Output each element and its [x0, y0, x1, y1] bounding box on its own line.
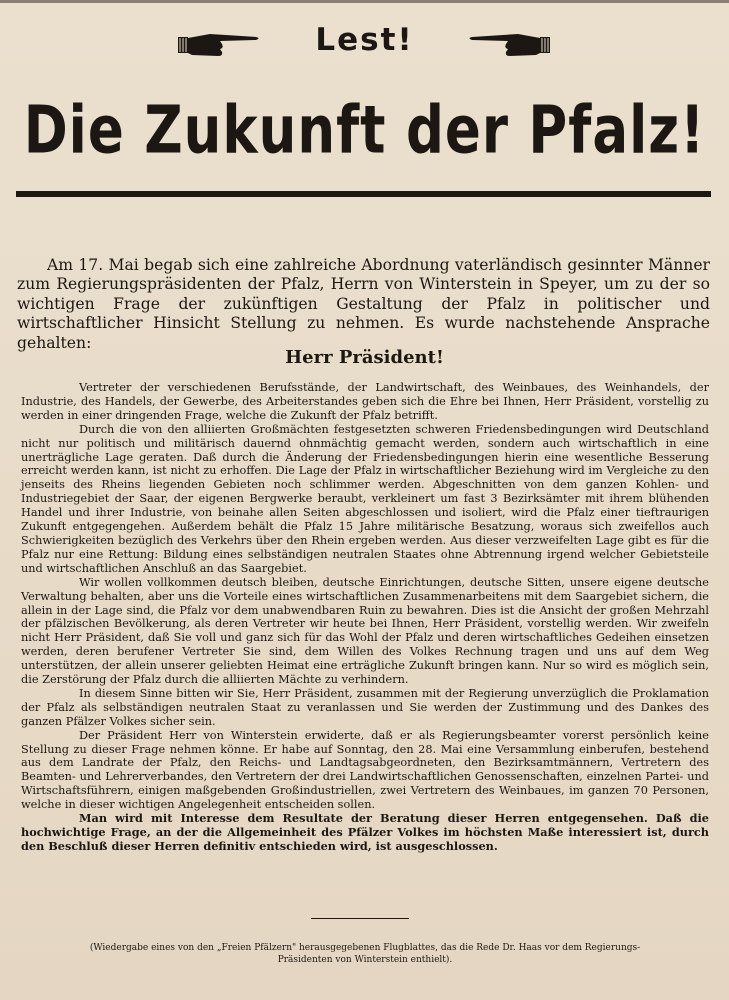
header-row — [0, 18, 729, 70]
title-rule — [16, 191, 711, 197]
salutation-heading: Herr Präsident! — [285, 347, 444, 368]
body-paragraph: Der Präsident Herr von Winterstein erwiderte, daß er als Regierungsbeamter vorerst persönlich keine Stellung zu dieser Frage nehmen könne. Er habe auf Sonntag, den 28. Mai eine Versammlung einberufen, bestehend aus dem Landrate der Pfalz, den Reichs- und Landtagsabgeordneten, den Bezirksamtmännern, Vertretern des Beamten- und Lehrerverbandes, den Vertretern der drei Landwirtschaftlichen Genossenschaften, einzelnen Partei- und Wirtschaftsführern, einigen maßgebenden Großindustriellen, zwei Vertretern des Weinbaues, im ganzen 70 Personen, welche in dieser wichtigen Angelegenheit entscheiden sollen. — [21, 728, 709, 812]
lest-heading: Lest! — [315, 22, 414, 58]
body-paragraph: Durch die von den alliierten Großmächten festgesetzten schweren Friedensbedingungen wird Deutschland nicht nur politisch und militärisch dauernd ohnmächtig gemacht werden, sondern auch wirtschaftlich in eine unerträgliche Lage geraten. Daß durch die Änderung der Friedensbedingungen hierin eine wesentliche Besserung erreicht werden kann, ist nicht zu erhoffen. Die Lage der Pfalz in wirtschaftlicher Beziehung wird im Vergleiche zu den jenseits des Rheins liegenden Gebieten noch schlimmer werden. Abgeschnitten von dem ganzen Kohlen- und Industriegebiet der Saar, der eigenen Bergwerke beraubt, verkleinert um fast 3 Bezirksämter mit ihrem blühenden Handel und ihrer Industrie, von beinahe allen Seiten abgeschlossen und isoliert, wird die Pfalz einer tieftraurigen Zukunft entgegengehen. Außerdem behält die Pfalz 15 Jahre militärische Besatzung, woraus sich zweifellos auch Schwierigkeiten bezüglich des Verkehrs über den Rhein ergeben werden. Aus dieser verzweifelten Lage gibt es für die Pfalz nur eine Rettung: Bildung eines selbständigen neutralen Staates ohne Abtrennung irgend welcher Gebietsteile und wirtschaftlichen Anschluß an das Saargebiet. — [21, 422, 709, 575]
intro-paragraph: Am 17. Mai begab sich eine zahlreiche Abordnung vaterländisch gesinnter Männer zum Regierungspräsidenten der Pfalz, Herrn von Winterstein in Speyer, um zu der so wichtigen Frage der zukünftigen Gestaltung der Pfalz in politischer und wirtschaftlicher Hinsicht Stellung zu nehmen. Es wurde nachstehende Ansprache gehalten: — [17, 255, 710, 352]
main-title: Die Zukunft der Pfalz! — [23, 92, 706, 169]
closing-paragraph: Man wird mit Interesse dem Resultate der Beratung dieser Herren entgegensehen. Daß die hochwichtige Frage, an der die Allgemeinheit des Pfälzer Volkes im höchsten Maße interessiert ist, durch den Beschluß dieser Herren definitiv entschieden wird, ist ausgeschlossen. — [21, 811, 709, 853]
pointing-hand-left-icon — [466, 28, 552, 62]
body-paragraph: Wir wollen vollkommen deutsch bleiben, deutsche Einrichtungen, deutsche Sitten, unsere eigene deutsche Verwaltung behalten, aber uns die Vorteile eines wirtschaftlichen Zusammenarbeitens mit dem Saargebiet sichern, die allein in der Lage sind, die Pfalz vor dem unabwendbaren Ruin zu bewahren. Dies ist die Ansicht der großen Mehrzahl der pfälzischen Bevölkerung, als deren Vertreter wir heute bei Ihnen, Herr Präsident, vorstellig werden. Wir zweifeln nicht Herr Präsident, daß Sie voll und ganz sich für das Wohl der Pfalz und deren wirtschaftliches Gedeihen einsetzen werden, deren berufener Vertreter Sie sind, dem Willen des Volkes Rechnung tragen und uns auf dem Weg unterstützen, der allein unserer geliebten Heimat eine erträgliche Zukunft bringen kann. Nur so wird es möglich sein, die Zerstörung der Pfalz durch die alliierten Mächte zu verhindern. — [21, 575, 709, 687]
top-border-line — [0, 0, 729, 3]
body-paragraph: In diesem Sinne bitten wir Sie, Herr Präsident, zusammen mit der Regierung unverzüglich die Proklamation der Pfalz als selbständigen neutralen Staat zu veranlassen und Sie werden der Zustimmung und des Dankes des ganzen Pfälzer Volkes sicher sein. — [21, 686, 709, 728]
body-paragraph: Vertreter der verschiedenen Berufsstände, der Landwirtschaft, des Weinbaues, des Weinhandels, der Industrie, des Handels, der Gewerbe, des Arbeiterstandes geben sich die Ehre bei Ihnen, Herr Präsident, vorstellig zu werden in einer dringenden Frage, welche die Zukunft der Pfalz betrifft. — [21, 381, 709, 422]
speech-body — [21, 381, 709, 854]
source-footnote: (Wiedergabe eines von den „Freien Pfälzern" herausgegebenen Flugblattes, das die Rede Dr. Haas vor dem Regierungs-Präsidenten von Winterstein enthielt). — [89, 943, 641, 965]
separator-rule — [311, 918, 409, 919]
